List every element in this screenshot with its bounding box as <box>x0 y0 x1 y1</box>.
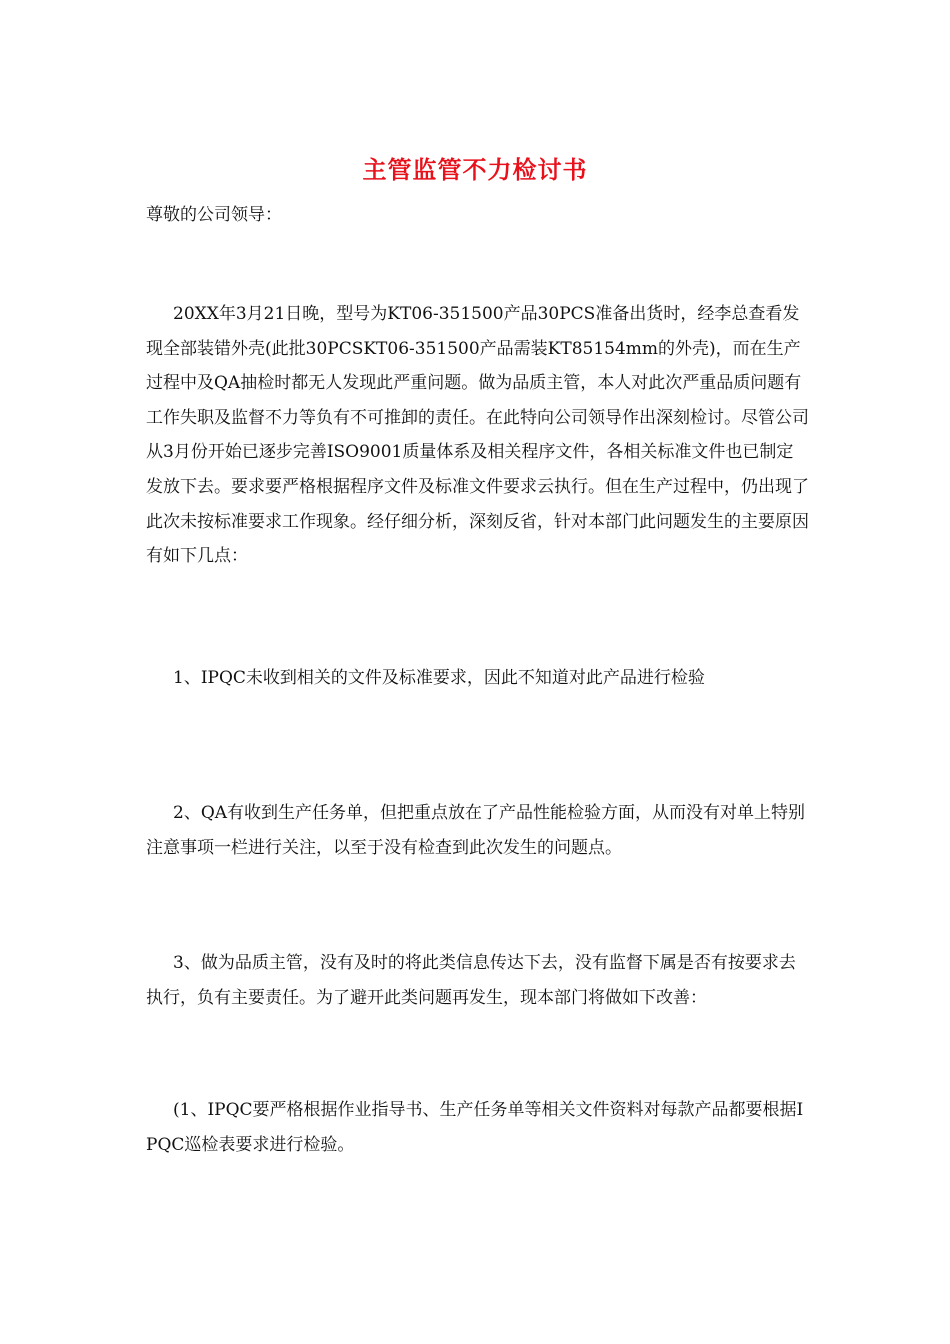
document-title: 主管监管不力检讨书 <box>362 156 588 184</box>
paragraph-improvement-1: (1、IPQC要严格根据作业指导书、生产任务单等相关文件资料对每款产品都要根据IPQC巡检表要求进行检验。 <box>146 1100 804 1155</box>
greeting: 尊敬的公司领导： <box>146 205 282 225</box>
paragraph-cause-3: 3、做为品质主管，没有及时的将此类信息传达下去，没有监督下属是否有按要求去执行，负有主要责任。为了避开此类问题再发生，现本部门将做如下改善： <box>146 953 796 1008</box>
paragraph-incident: 20XX年3月21日晚，型号为KT06-351500产品30PCS准备出货时，经李总查看发现全部装错外壳(此批30PCSKT06-351500产品需装KT85154mm的外壳)，而在生产过程中及QA抽检时都无人发现此严重问题。做为品质主管，本人对此次严重品质问题有工作失职及监督不力等负有不可推卸的责任。在此特向公司领导作出深刻检讨。尽管公司从3月份开始已逐步完善ISO9001质量体系及相关程序文件，各相关标准文件也已制定发放下去。要求要严格根据程序文件及标准文件要求云执行。但在生产过程中，仍出现了此次未按标准要求工作现象。经仔细分析，深刻反省，针对本部门此问题发生的主要原因有如下几点： <box>146 304 809 567</box>
paragraph-cause-1: 1、IPQC未收到相关的文件及标准要求，因此不知道对此产品进行检验 <box>173 668 705 688</box>
paragraph-cause-2: 2、QA有收到生产任务单，但把重点放在了产品性能检验方面，从而没有对单上特别注意事项一栏进行关注，以至于没有检查到此次发生的问题点。 <box>146 803 806 858</box>
